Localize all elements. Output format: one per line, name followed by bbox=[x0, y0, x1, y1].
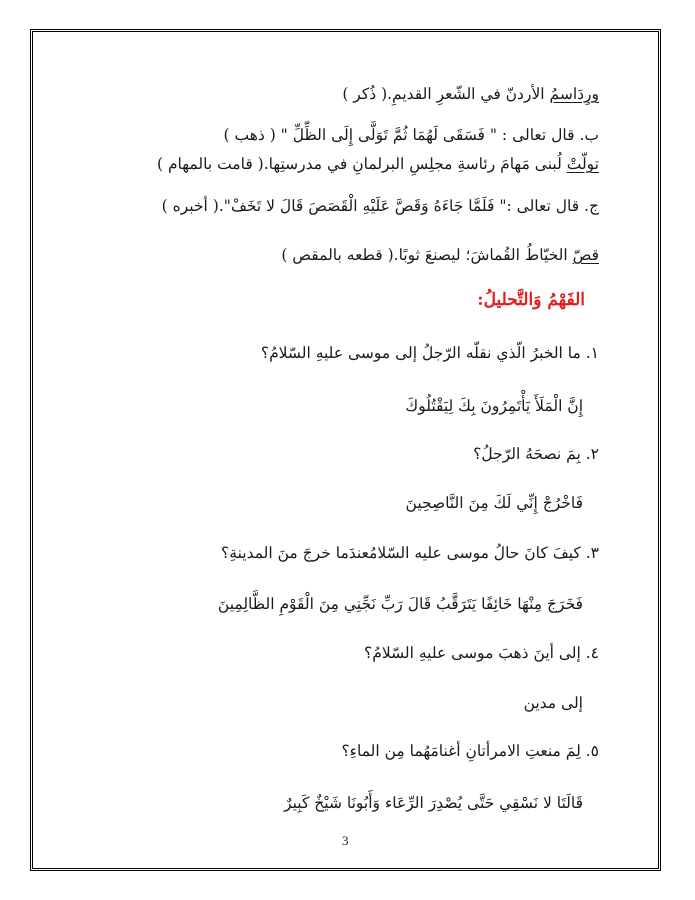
underlined-word: قصّ bbox=[572, 246, 599, 264]
underlined-word: تولّتْ bbox=[566, 155, 599, 173]
page-number: 3 bbox=[342, 833, 349, 848]
question-4: ٤. إلى أينَ ذهبَ موسى عليهِ السّلامُ؟ bbox=[364, 644, 599, 662]
question-3: ٣. كيفَ كانَ حالُ موسى عليه السّلامُعندَما خرجَ منَ المدينةِ؟ bbox=[221, 544, 599, 562]
question-2: ٢. بِمَ نصحَهُ الرّجلُ؟ bbox=[473, 445, 599, 463]
vocab-line-tawallat bbox=[157, 153, 599, 175]
answer-4: إلى مدين bbox=[523, 694, 583, 712]
verse-line-ba: ب. قال تعالى : " فَسَقَى لَهُمَا ثُمَّ تَوَلَّى إِلَى الظِّلِّ " ( ذهب ) bbox=[223, 126, 599, 144]
answer-2: فَاخْرُجْ إِنِّي لَكَ مِنَ النَّاصِحِينَ bbox=[405, 494, 583, 512]
line-rest: الخيّاطُ القُماشَ؛ ليصنعَ ثوبًا.( قطعه بالمقص ) bbox=[281, 246, 573, 264]
underlined-word: ورِدَاسمُ bbox=[549, 85, 599, 103]
vocab-line-dirasm bbox=[342, 83, 599, 105]
line-rest: لُبنى مَهامَ رئاسةِ مجلِسِ البرلمانِ في مدرستِها.( قامت بالمهام ) bbox=[156, 155, 567, 173]
line-rest: الأردنّ في الشّعرِ القديمِ.( ذُكر ) bbox=[342, 85, 550, 103]
section-heading: الفَهْمُ وَالتَّحليلُ: bbox=[477, 290, 585, 310]
question-1: ١. ما الخبرُ الّذي نقلّه الرّجلُ إلى موسى عليهِ السّلامُ؟ bbox=[260, 344, 599, 362]
verse-line-jim: ج. قال تعالى :" فَلَمَّا جَاءَهُ وَقَصَّ عَلَيْهِ الْقَصَصَ قَالَ لا تَخَفْ".( أخبره ) bbox=[161, 197, 599, 215]
answer-5: قَالَتَا لا نَسْقِي حَتَّى يُصْدِرَ الرِّعَاء وَأَبُونَا شَيْخٌ كَبِيرٌ bbox=[284, 794, 583, 812]
vocab-line-qassa bbox=[281, 244, 599, 266]
question-5: ٥. لِمَ منعتِ الامرأتانِ أغنامَهُما مِن الماءِ؟ bbox=[341, 742, 599, 760]
answer-1: إِنَّ الْمَلَأَ يَأْتَمِرُونَ بِكَ لِيَقْتُلُوكَ bbox=[405, 397, 583, 415]
answer-3: فَخَرَجَ مِنْهَا خَائِفًا يَتَرَقَّبُ قَالَ رَبِّ نَجِّنِي مِنَ الْقَوْمِ الظَّالِمِينَ bbox=[217, 595, 583, 613]
